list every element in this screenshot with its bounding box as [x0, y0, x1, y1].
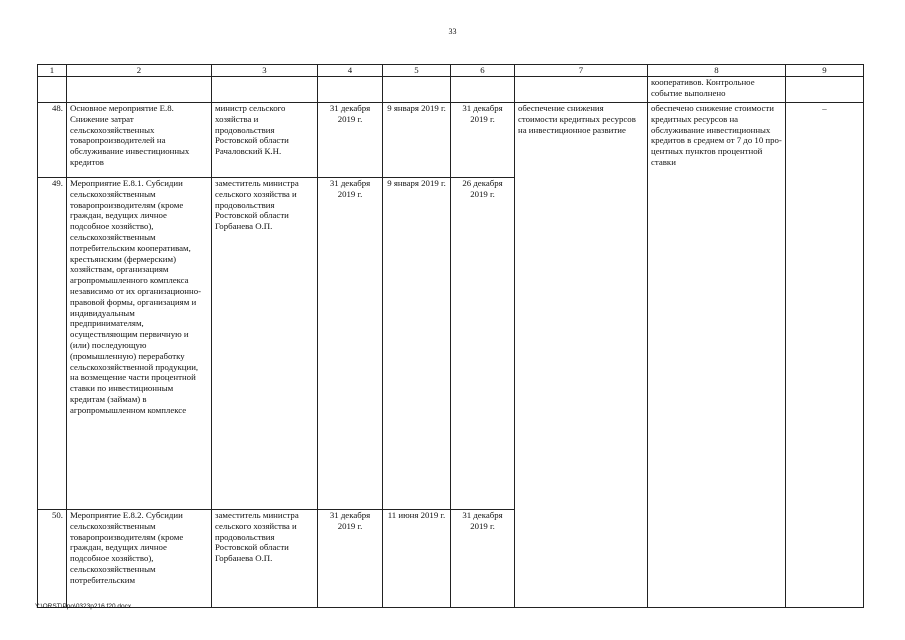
measure-name: Мероприятие Е.8.1. Субсидии сельскохозяйственным товаропроизводителям (кроме граждан, ведущих личное подсобное хозяйство), сельскохозяйственным потребительским кооперативам, крестьянским (фермерским) хозяйствам, организациям агропромышленного комплекса независимо от их организационно-правовой формы, организациям и индивидуальным предпринимателям, осуществляющим первичную и (или) последующую (промышленную) переработку сельскохозяйственной продукции, на возмещение части процентной ставки по инвестиционным кредитам (займам) в агропромышленном комплексе: [67, 178, 212, 510]
footer-file-path: Y:\ORST\Ppo\0323p216.f20.docx: [35, 603, 132, 610]
row-number: 49.: [38, 178, 67, 510]
document-table: [37, 64, 863, 608]
actual-end-date: 31 декабря 2019 г.: [451, 103, 515, 178]
responsible-executor: министр сельского хозяйства и продовольствия Ростовской области Рачаловский К.Н.: [212, 103, 318, 178]
actual-end-date: 31 декабря 2019 г.: [451, 510, 515, 608]
actual-result: обеспечено снижение стоимости кредитных ресурсов на обслуживание инвестиционных кредитов в среднем от 7 до 10 про-центных пунктов процентной ставки: [648, 103, 786, 608]
col-header-9: 9: [786, 65, 864, 77]
column-number-row: [38, 65, 864, 77]
col-header-2: 2: [67, 65, 212, 77]
actual-start-date: 9 января 2019 г.: [383, 178, 451, 510]
col-header-6: 6: [451, 65, 515, 77]
col-header-1: 1: [38, 65, 67, 77]
row-number: 48.: [38, 103, 67, 178]
row-number: 50.: [38, 510, 67, 608]
measure-name: Основное мероприятие Е.8. Снижение затрат сельскохозяйственных товаропроизводителей на обслуживание инвестиционных кредитов: [67, 103, 212, 178]
page-number: 33: [448, 27, 457, 36]
actual-start-date: 9 января 2019 г.: [383, 103, 451, 178]
col-header-8: 8: [648, 65, 786, 77]
planned-result: обеспечение снижения стоимости кредитных ресурсов на инвестиционное развитие: [515, 103, 648, 608]
actual-start-date: 11 июня 2019 г.: [383, 510, 451, 608]
continuation-actual-result: кооперативов. Контрольное событие выполнено: [648, 77, 786, 103]
notes: –: [786, 103, 864, 608]
col-header-5: 5: [383, 65, 451, 77]
responsible-executor: заместитель министра сельского хозяйства и продовольствия Ростовской области Горбанева О.П.: [212, 178, 318, 510]
actual-end-date: 26 декабря 2019 г.: [451, 178, 515, 510]
planned-end-date: 31 декабря 2019 г.: [318, 103, 383, 178]
col-header-3: 3: [212, 65, 318, 77]
responsible-executor: заместитель министра сельского хозяйства и продовольствия Ростовской области Горбанева О.П.: [212, 510, 318, 608]
measure-name: Мероприятие Е.8.2. Субсидии сельскохозяйственным товаропроизводителям (кроме граждан, ведущих личное подсобное хозяйство), сельскохозяйственным потребительским: [67, 510, 212, 608]
col-header-7: 7: [515, 65, 648, 77]
col-header-4: 4: [318, 65, 383, 77]
table-row: [38, 103, 864, 178]
continuation-row: [38, 77, 864, 103]
planned-end-date: 31 декабря 2019 г.: [318, 510, 383, 608]
planned-end-date: 31 декабря 2019 г.: [318, 178, 383, 510]
